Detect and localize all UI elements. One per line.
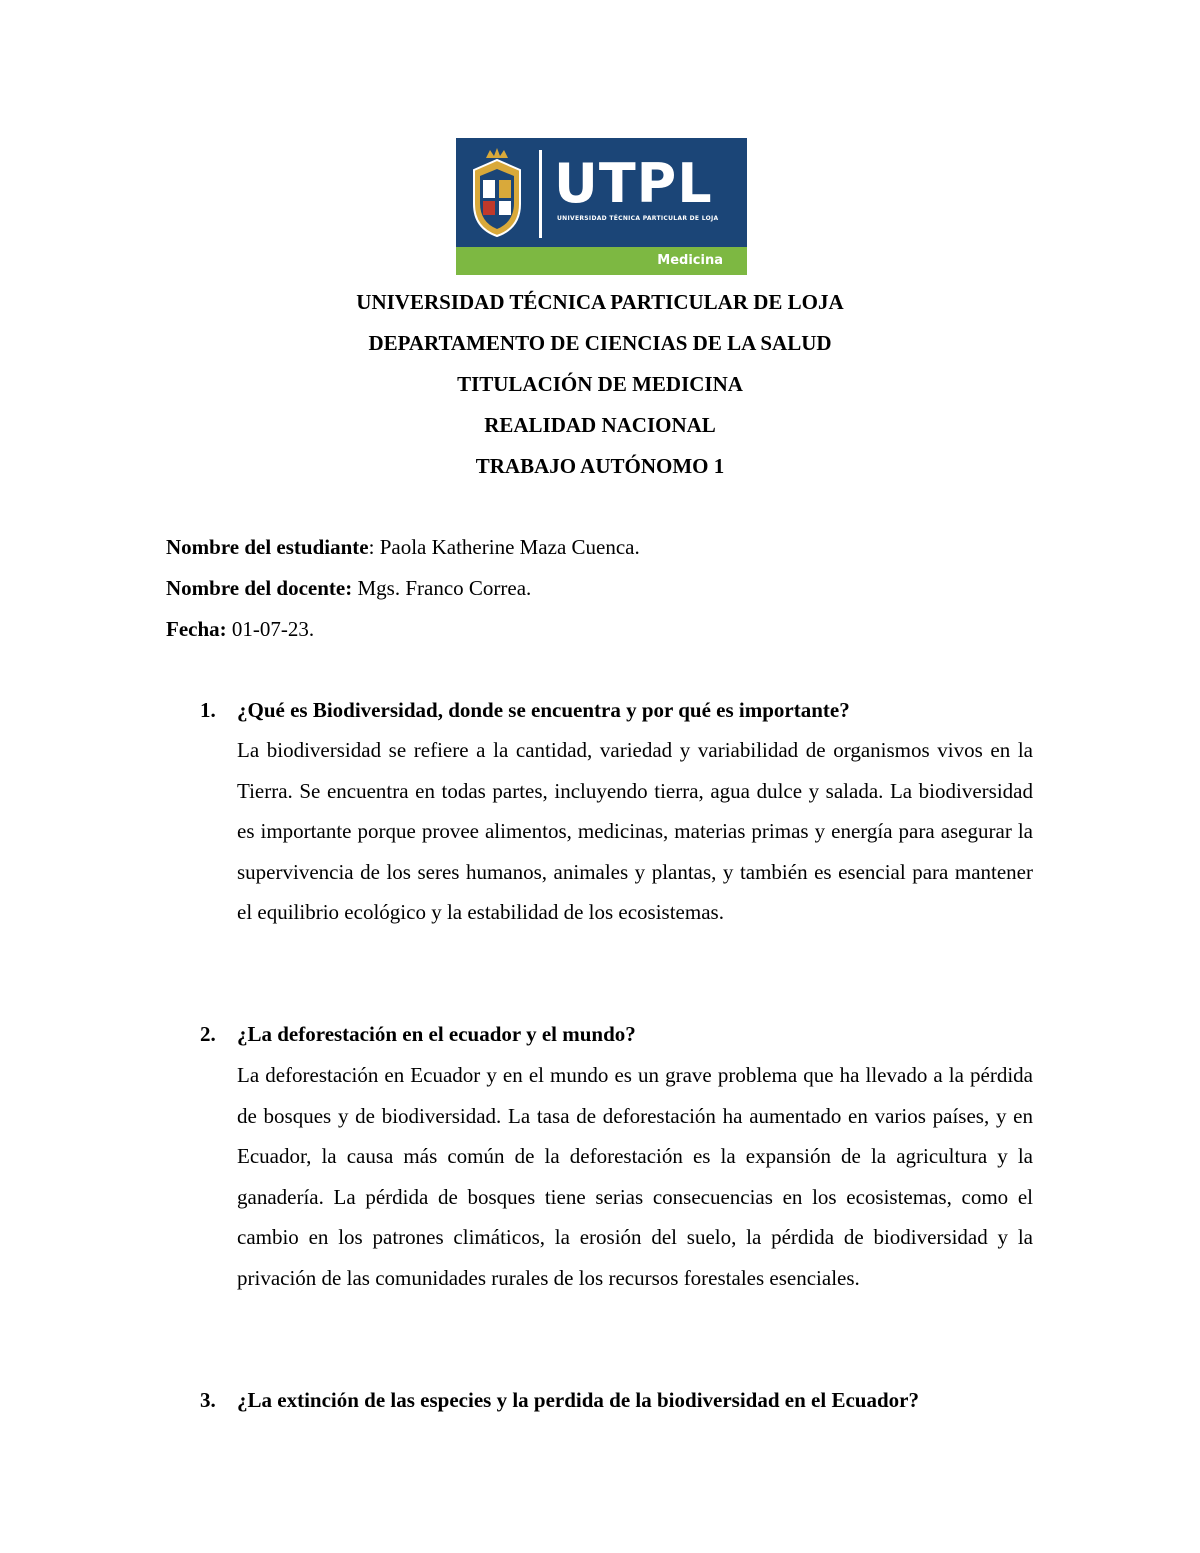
course-name: REALIDAD NACIONAL: [484, 413, 716, 437]
university-name: UNIVERSIDAD TÉCNICA PARTICULAR DE LOJA: [356, 290, 844, 314]
date-field: [166, 616, 314, 642]
question-1-number: 1.: [200, 698, 216, 722]
crest-icon: [466, 146, 528, 240]
question-2-answer: La deforestación en Ecuador y en el mundo es un grave problema que ha llevado a la pérdida de bosques y de biodiversidad. La tasa de deforestación ha aumentado en varios países, y en Ecuador, la causa más común de la deforestación es la expansión de la agricultura y la ganadería. La pérdida de bosques tiene serias consecuencias en los ecosistemas, como el cambio en los patrones climáticos, la erosión del suelo, la pérdida de biodiversidad y la privación de las comunidades rurales de los recursos forestales esenciales.: [237, 1063, 1033, 1290]
student-field: [166, 534, 640, 560]
question-1-answer: La biodiversidad se refiere a la cantidad, variedad y variabilidad de organismos vivos en la Tierra. Se encuentra en todas partes, incluyendo tierra, agua dulce y salada. La biodiversidad es importante porque provee alimentos, medicinas, materias primas y energía para asegurar la supervivencia de los seres humanos, animales y plantas, y también es esencial para mantener el equilibrio ecológico y la estabilidad de los ecosistemas.: [237, 738, 1033, 924]
student-value: : Paola Katherine Maza Cuenca.: [368, 535, 640, 559]
assignment-title: TRABAJO AUTÓNOMO 1: [475, 454, 725, 478]
date-value: 01-07-23.: [226, 617, 315, 641]
logo-divider: [539, 150, 542, 238]
department-name: DEPARTAMENTO DE CIENCIAS DE LA SALUD: [368, 331, 832, 355]
logo-wordmark: UTPL: [554, 152, 713, 215]
teacher-value: Mgs. Franco Correa.: [352, 576, 532, 600]
date-label: Fecha:: [166, 617, 227, 641]
question-2-number: 2.: [200, 1022, 216, 1046]
utpl-logo: [456, 138, 747, 275]
teacher-label: Nombre del docente:: [166, 576, 353, 600]
teacher-field: [166, 575, 531, 601]
question-2-title: ¿La deforestación en el ecuador y el mundo?: [237, 1022, 636, 1046]
logo-subtitle: UNIVERSIDAD TÉCNICA PARTICULAR DE LOJA: [557, 215, 719, 222]
question-3-number: 3.: [200, 1388, 216, 1412]
student-label: Nombre del estudiante: [166, 535, 369, 559]
question-1-title: ¿Qué es Biodiversidad, donde se encuentra y por qué es importante?: [237, 698, 850, 722]
question-3-title: ¿La extinción de las especies y la perdida de la biodiversidad en el Ecuador?: [237, 1388, 919, 1412]
logo-faculty: Medicina: [657, 253, 723, 268]
program-name: TITULACIÓN DE MEDICINA: [457, 372, 743, 396]
